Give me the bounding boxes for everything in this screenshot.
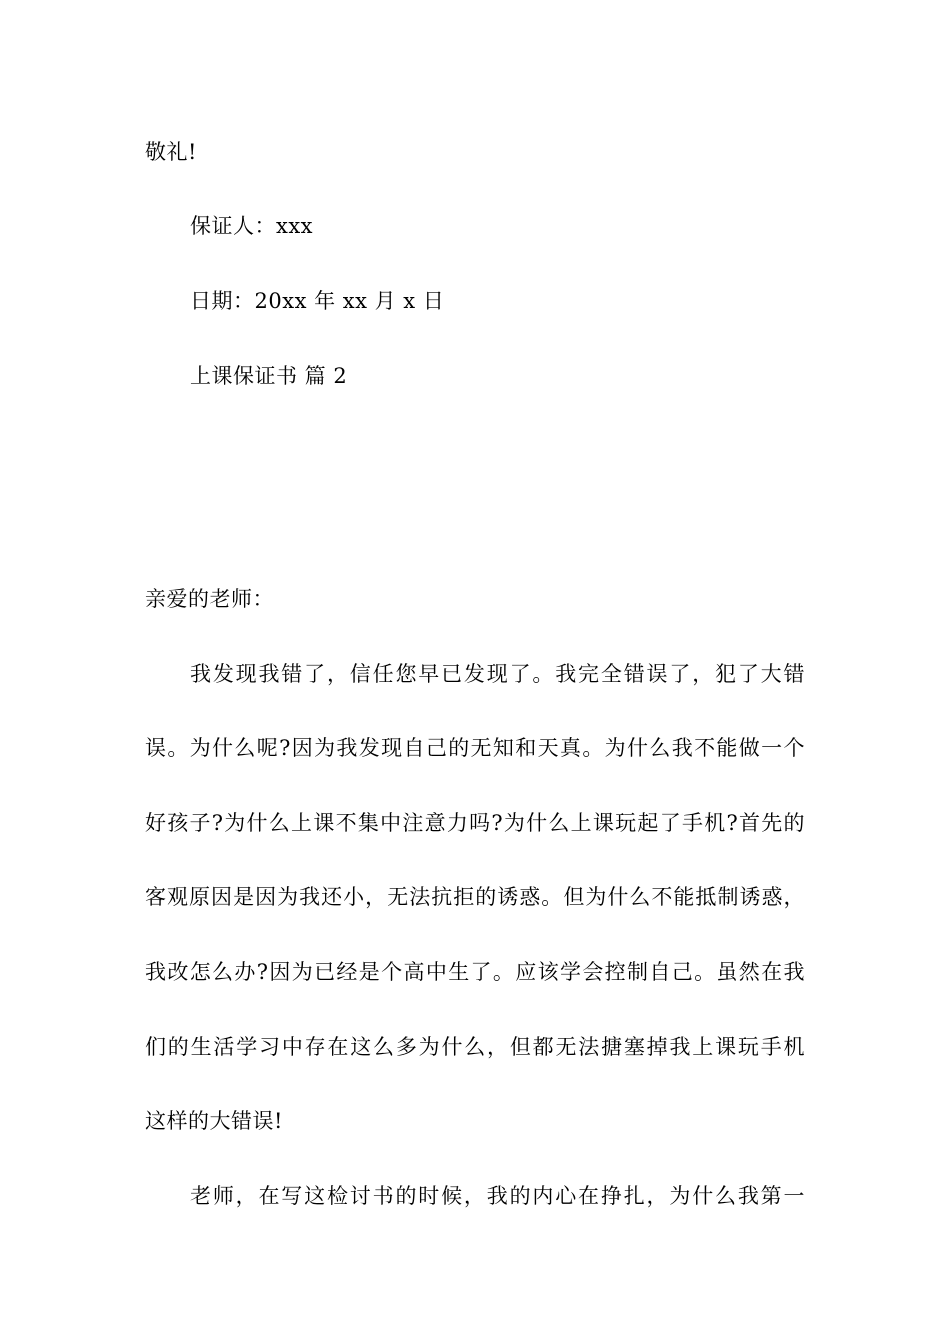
guarantor-line: 保证人：xxx <box>190 214 314 238</box>
section-title: 上课保证书 篇 2 <box>190 364 348 388</box>
paragraph-line: 客观原因是因为我还小，无法抗拒的诱惑。但为什么不能抵制诱惑， <box>145 885 805 909</box>
paragraph-line: 好孩子?为什么上课不集中注意力吗?为什么上课玩起了手机?首先的 <box>145 811 805 835</box>
paragraph-line: 我改怎么办?因为已经是个高中生了。应该学会控制自己。虽然在我 <box>145 960 805 984</box>
paragraph-line: 们的生活学习中存在这么多为什么，但都无法搪塞掉我上课玩手机 <box>145 1035 805 1059</box>
paragraph-line: 老师，在写这检讨书的时候，我的内心在挣扎，为什么我第一 <box>190 1184 805 1208</box>
closing-salutation: 敬礼! <box>145 140 197 164</box>
paragraph-line: 我发现我错了，信任您早已发现了。我完全错误了，犯了大错 <box>190 662 805 686</box>
paragraph-line: 误。为什么呢?因为我发现自己的无知和天真。为什么我不能做一个 <box>145 736 805 760</box>
letter-greeting: 亲爱的老师： <box>145 587 274 611</box>
paragraph-line: 这样的大错误! <box>145 1109 283 1133</box>
date-line: 日期：20xx 年 xx 月 x 日 <box>190 289 445 313</box>
